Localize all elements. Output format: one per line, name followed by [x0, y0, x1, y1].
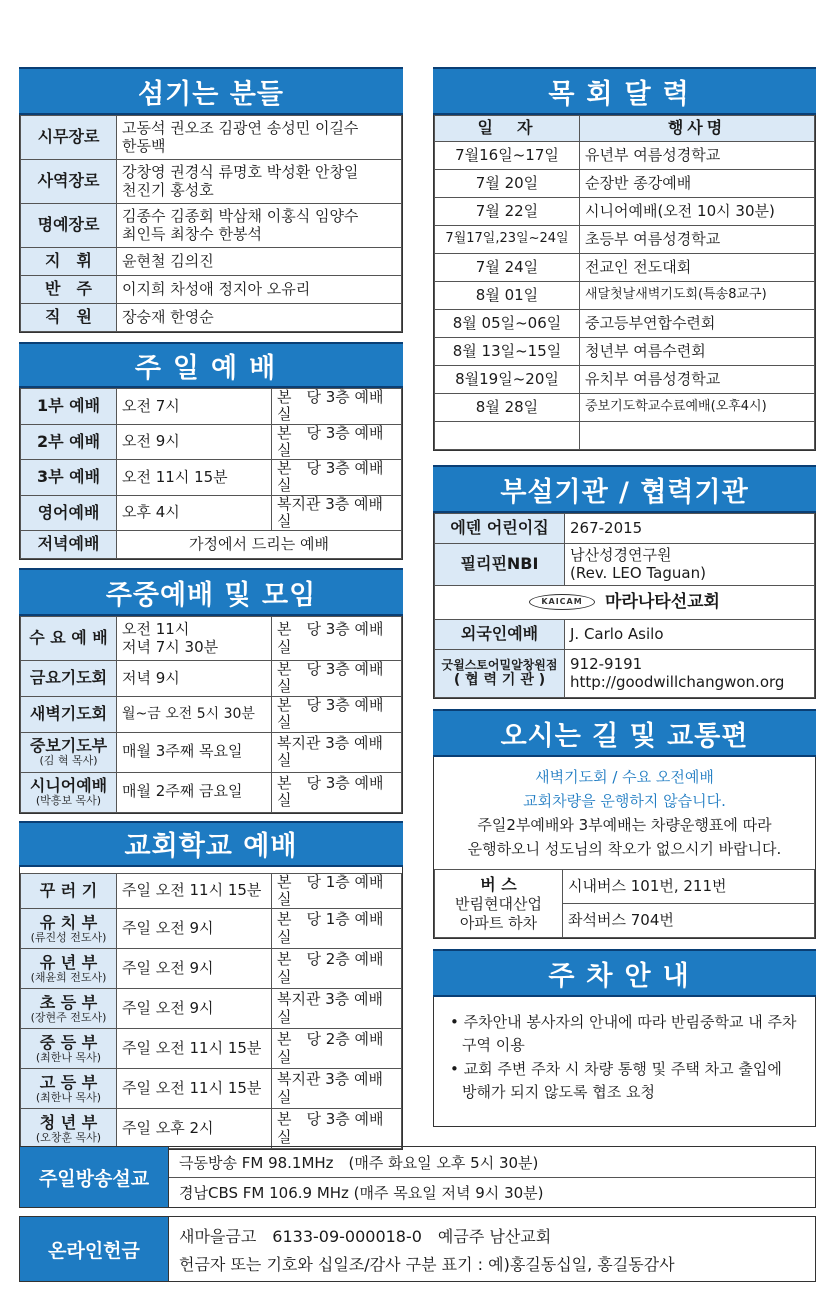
serving-panel — [19, 115, 403, 333]
calendar-row — [435, 394, 815, 422]
meeting-time: 저녁 7시 30분 — [122, 637, 219, 656]
calendar-event: 초등부 여름성경학교 — [580, 226, 815, 254]
meeting-label — [21, 772, 117, 812]
department-time: 주일 오전 11시 15분 — [117, 873, 272, 909]
calendar-title: 목회달력 — [548, 78, 701, 110]
serving-row — [21, 248, 402, 276]
service-label: 저녁예배 — [21, 531, 117, 559]
meeting-place: 본 당 3층 예배실 — [272, 617, 402, 661]
sunday-row — [21, 424, 402, 460]
parking-panel — [433, 997, 816, 1127]
notice-line: 교회차량을 운행하지 않습니다. — [523, 792, 726, 810]
department-name: 꾸 러 기 — [39, 880, 98, 900]
calendar-row — [435, 366, 815, 394]
serving-banner — [19, 67, 403, 115]
affiliate-logo-cell — [435, 586, 815, 620]
affiliate-row — [435, 544, 815, 586]
left-column — [19, 67, 403, 1150]
affiliate-label: 필리핀NBI — [435, 544, 565, 586]
parking-banner — [433, 949, 816, 997]
department-time: 주일 오전 11시 15분 — [117, 1029, 272, 1069]
serving-row — [21, 304, 402, 332]
calendar-event: 새달첫날새벽기도회(특송8교구) — [580, 282, 815, 310]
weekday-row — [21, 732, 402, 772]
bus-stop: 아파트 하차 — [459, 913, 538, 932]
school-row — [21, 989, 402, 1029]
calendar-row — [435, 310, 815, 338]
calendar-row — [435, 282, 815, 310]
department-place: 본 당 1층 예배실 — [272, 909, 402, 949]
weekday-row — [21, 661, 402, 697]
service-label: 영어예배 — [21, 495, 117, 531]
affiliate-info: 267-2015 — [565, 514, 815, 544]
department-leader: (최한나 목사) — [35, 1090, 102, 1104]
serving-row — [21, 276, 402, 304]
calendar-event: 순장반 종강예배 — [580, 170, 815, 198]
serving-names: 이지희 차성애 정지아 오유리 — [117, 276, 402, 304]
meeting-time: 매월 3주째 목요일 — [117, 732, 272, 772]
serving-label: 사역장로 — [21, 160, 117, 204]
service-time: 오전 9시 — [117, 424, 272, 460]
school-row — [21, 1109, 402, 1149]
school-row — [21, 949, 402, 989]
affiliate-info: (Rev. LEO Taguan) — [570, 563, 706, 582]
sunday-title: 주일예배 — [134, 352, 288, 384]
affiliate-row — [435, 650, 815, 698]
sunday-row — [21, 531, 402, 559]
kaicam-logo: KAICAM — [529, 594, 595, 610]
meeting-label-text: 시니어예배 — [29, 776, 108, 796]
weekday-row — [21, 617, 402, 661]
department-time: 주일 오전 11시 15분 — [117, 1069, 272, 1109]
meeting-leader: (김 혁 목사) — [39, 754, 98, 768]
broadcast-line: 극동방송 FM 98.1MHz (매주 화요일 오후 5시 30분) — [179, 1153, 539, 1172]
department-name: 유 치 부 — [39, 912, 98, 932]
bus-label: 버 스 — [480, 874, 517, 894]
weekday-banner — [19, 568, 403, 616]
weekday-row — [21, 772, 402, 812]
calendar-event: 유치부 여름성경학교 — [580, 366, 815, 394]
meeting-place: 본 당 3층 예배실 — [272, 696, 402, 732]
calendar-date-header: 일 자 — [435, 116, 580, 142]
meeting-place: 본 당 3층 예배실 — [272, 661, 402, 697]
serving-names: 천진기 홍성호 — [122, 180, 214, 199]
calendar-row — [435, 422, 815, 450]
meeting-label: 수 요 예 배 — [21, 617, 117, 661]
affiliate-label: 에덴 어린이집 — [435, 514, 565, 544]
school-title: 교회학교 예배 — [124, 831, 298, 862]
meeting-time: 매월 2주째 금요일 — [117, 772, 272, 812]
broadcast-line: 경남CBS FM 106.9 MHz (매주 목요일 저녁 9시 30분) — [169, 1177, 815, 1207]
school-row — [21, 873, 402, 909]
service-place: 본 당 3층 예배실 — [272, 460, 402, 496]
school-row — [21, 1029, 402, 1069]
department-leader: (오창훈 목사) — [35, 1130, 102, 1144]
service-place: 본 당 3층 예배실 — [272, 424, 402, 460]
department-leader: (장현주 전도사) — [30, 1010, 107, 1024]
affiliate-label-text: 굿윌스토어밀알창원점 — [441, 658, 558, 673]
department-place: 본 당 1층 예배실 — [272, 873, 402, 909]
service-time: 오후 4시 — [117, 495, 272, 531]
weekday-table — [20, 616, 402, 813]
calendar-date: 8월 13일~15일 — [435, 338, 580, 366]
broadcast-bar — [19, 1146, 816, 1208]
calendar-event: 시니어예배(오전 10시 30분) — [580, 198, 815, 226]
department-name: 고 등 부 — [39, 1072, 98, 1092]
department-label — [21, 873, 117, 909]
calendar-row — [435, 170, 815, 198]
serving-names: 장숭재 한영순 — [117, 304, 402, 332]
calendar-row — [435, 254, 815, 282]
department-time: 주일 오전 9시 — [117, 989, 272, 1029]
affiliate-label — [435, 650, 565, 698]
department-place: 본 당 2층 예배실 — [272, 1029, 402, 1069]
affiliate-label: 외국인예배 — [435, 620, 565, 650]
calendar-date: 7월 20일 — [435, 170, 580, 198]
department-leader: (최한나 목사) — [35, 1050, 102, 1064]
calendar-event: 청년부 여름수련회 — [580, 338, 815, 366]
calendar-event: 유년부 여름성경학교 — [580, 142, 815, 170]
school-row — [21, 909, 402, 949]
directions-banner — [433, 709, 816, 757]
notice-line: 새벽기도회 / 수요 오전예배 — [535, 768, 714, 786]
serving-names: 김종수 김종회 박삼채 이홍식 임양수 — [122, 207, 359, 226]
calendar-banner — [433, 67, 816, 115]
department-label — [21, 909, 117, 949]
meeting-label-text: 중보기도부 — [29, 736, 108, 756]
affiliates-banner — [433, 465, 816, 513]
calendar-event — [580, 422, 815, 450]
meeting-time: 오전 11시 — [122, 620, 190, 639]
calendar-date: 8월19일~20일 — [435, 366, 580, 394]
school-panel — [19, 867, 403, 1151]
affiliate-logo-row — [435, 586, 815, 620]
department-label — [21, 1069, 117, 1109]
department-name: 청 년 부 — [39, 1112, 98, 1132]
broadcast-label: 주일방송설교 — [20, 1147, 169, 1207]
affiliate-info: 912-9191 — [570, 655, 643, 674]
affiliate-link[interactable]: http://goodwillchangwon.org — [570, 672, 785, 691]
evening-service-text: 가정에서 드리는 예배 — [117, 531, 402, 559]
service-time: 오전 11시 15분 — [117, 460, 272, 496]
sunday-panel — [19, 388, 403, 560]
serving-names: 최인득 최창수 한봉석 — [122, 224, 262, 243]
meeting-place: 복지관 3층 예배실 — [272, 732, 402, 772]
right-column — [433, 67, 816, 1127]
maranatha-name: 마라나타선교회 — [605, 591, 720, 612]
parking-item: • 교회 주변 주차 시 차량 통행 및 주택 차고 출입에 방해가 되지 않도록 협조 요청 — [450, 1059, 782, 1101]
service-place: 복지관 3층 예배실 — [272, 495, 402, 531]
meeting-time: 저녁 9시 — [117, 661, 272, 697]
calendar-date: 8월 05일~06일 — [435, 310, 580, 338]
sunday-row — [21, 389, 402, 425]
sunday-banner — [19, 342, 403, 388]
calendar-table — [434, 115, 815, 450]
serving-table — [20, 115, 402, 332]
service-time: 오전 7시 — [117, 389, 272, 425]
calendar-row — [435, 198, 815, 226]
offering-line: 새마을금고 6133-09-000018-0 예금주 남산교회 — [179, 1226, 552, 1246]
directions-title: 오시는 길 및 교통편 — [500, 720, 749, 752]
department-time: 주일 오전 9시 — [117, 949, 272, 989]
bus-line: 좌석버스 704번 — [563, 904, 815, 938]
affiliate-info: J. Carlo Asilo — [565, 620, 815, 650]
offering-label: 온라인헌금 — [20, 1217, 169, 1281]
school-banner — [19, 821, 403, 867]
department-label — [21, 1029, 117, 1069]
department-name: 초 등 부 — [39, 992, 98, 1012]
meeting-leader: (박흥보 목사) — [35, 794, 102, 808]
calendar-event-header: 행사명 — [580, 116, 815, 142]
serving-row — [21, 116, 402, 160]
serving-names: 강창영 권경식 류명호 박성환 안창일 — [122, 163, 359, 182]
department-leader: (채윤희 전도사) — [30, 970, 107, 984]
affiliate-info: 남산성경연구원 — [570, 546, 672, 565]
school-table — [20, 873, 402, 1150]
serving-row — [21, 160, 402, 204]
calendar-event: 중보기도학교수료예배(오후4시) — [580, 394, 815, 422]
calendar-header-row — [435, 116, 815, 142]
directions-panel — [433, 757, 816, 939]
meeting-time: 월~금 오전 5시 30분 — [117, 696, 272, 732]
service-label: 1부 예배 — [21, 389, 117, 425]
affiliates-panel — [433, 513, 816, 699]
department-time: 주일 오전 9시 — [117, 909, 272, 949]
notice-line: 주일2부예배와 3부예배는 차량운행표에 따라 — [477, 816, 772, 834]
department-place: 본 당 2층 예배실 — [272, 949, 402, 989]
bus-line: 시내버스 101번, 211번 — [563, 870, 815, 904]
meeting-place: 본 당 3층 예배실 — [272, 772, 402, 812]
meeting-label — [21, 732, 117, 772]
serving-label: 지 휘 — [21, 248, 117, 276]
calendar-date: 7월17일,23일~24일 — [435, 226, 580, 254]
service-place: 본 당 3층 예배실 — [272, 389, 402, 425]
calendar-row — [435, 226, 815, 254]
department-leader: (류진성 전도사) — [30, 930, 107, 944]
serving-label: 시무장로 — [21, 116, 117, 160]
parking-item: • 주차안내 봉사자의 안내에 따라 반림중학교 내 주차구역 이용 — [450, 1013, 797, 1055]
serving-label: 명예장로 — [21, 204, 117, 248]
serving-label: 직 원 — [21, 304, 117, 332]
affiliates-table — [434, 513, 815, 698]
sunday-row — [21, 460, 402, 496]
calendar-event: 중고등부연합수련회 — [580, 310, 815, 338]
calendar-date: 8월 01일 — [435, 282, 580, 310]
affiliates-title: 부설기관 / 협력기관 — [500, 476, 749, 508]
calendar-row — [435, 338, 815, 366]
affiliate-label-sub: ( 협 력 기 관 ) — [453, 672, 546, 689]
weekday-title: 주중예배 및 모임 — [105, 579, 317, 611]
sunday-row — [21, 495, 402, 531]
department-place: 복지관 3층 예배실 — [272, 1069, 402, 1109]
department-name: 중 등 부 — [39, 1032, 98, 1052]
directions-notice — [434, 757, 815, 869]
parking-title: 주차안내 — [548, 960, 701, 992]
department-label — [21, 949, 117, 989]
meeting-label: 새벽기도회 — [21, 696, 117, 732]
notice-line: 운행하오니 성도님의 착오가 없으시기 바랍니다. — [467, 840, 782, 858]
calendar-date: 8월 28일 — [435, 394, 580, 422]
department-label — [21, 989, 117, 1029]
bus-row — [435, 870, 815, 904]
calendar-panel — [433, 115, 816, 451]
offering-line: 헌금자 또는 기호와 십일조/감사 구분 표기 : 예)홍길동십일, 홍길동감사 — [179, 1254, 675, 1274]
serving-names: 고동석 권오조 김광연 송성민 이길수 — [122, 119, 359, 138]
serving-row — [21, 204, 402, 248]
bus-table — [434, 869, 815, 938]
service-label: 3부 예배 — [21, 460, 117, 496]
bus-label-cell — [435, 870, 563, 938]
bus-stop: 반림현대산업 — [455, 894, 542, 913]
department-place: 복지관 3층 예배실 — [272, 989, 402, 1029]
department-place: 본 당 3층 예배실 — [272, 1109, 402, 1149]
serving-names: 한동백 — [122, 136, 166, 155]
serving-label: 반 주 — [21, 276, 117, 304]
weekday-panel — [19, 616, 403, 814]
calendar-row — [435, 142, 815, 170]
serving-title: 섬기는 분들 — [138, 78, 284, 110]
meeting-label: 금요기도회 — [21, 661, 117, 697]
calendar-date: 7월 24일 — [435, 254, 580, 282]
offering-bar — [19, 1216, 816, 1282]
sunday-table — [20, 388, 402, 559]
calendar-date: 7월 22일 — [435, 198, 580, 226]
department-label — [21, 1109, 117, 1149]
calendar-event: 전교인 전도대회 — [580, 254, 815, 282]
department-time: 주일 오후 2시 — [117, 1109, 272, 1149]
school-row — [21, 1069, 402, 1109]
service-label: 2부 예배 — [21, 424, 117, 460]
weekday-row — [21, 696, 402, 732]
affiliate-row — [435, 514, 815, 544]
calendar-date — [435, 422, 580, 450]
serving-names: 윤현철 김의진 — [117, 248, 402, 276]
department-name: 유 년 부 — [39, 952, 98, 972]
calendar-date: 7월16일~17일 — [435, 142, 580, 170]
affiliate-row — [435, 620, 815, 650]
